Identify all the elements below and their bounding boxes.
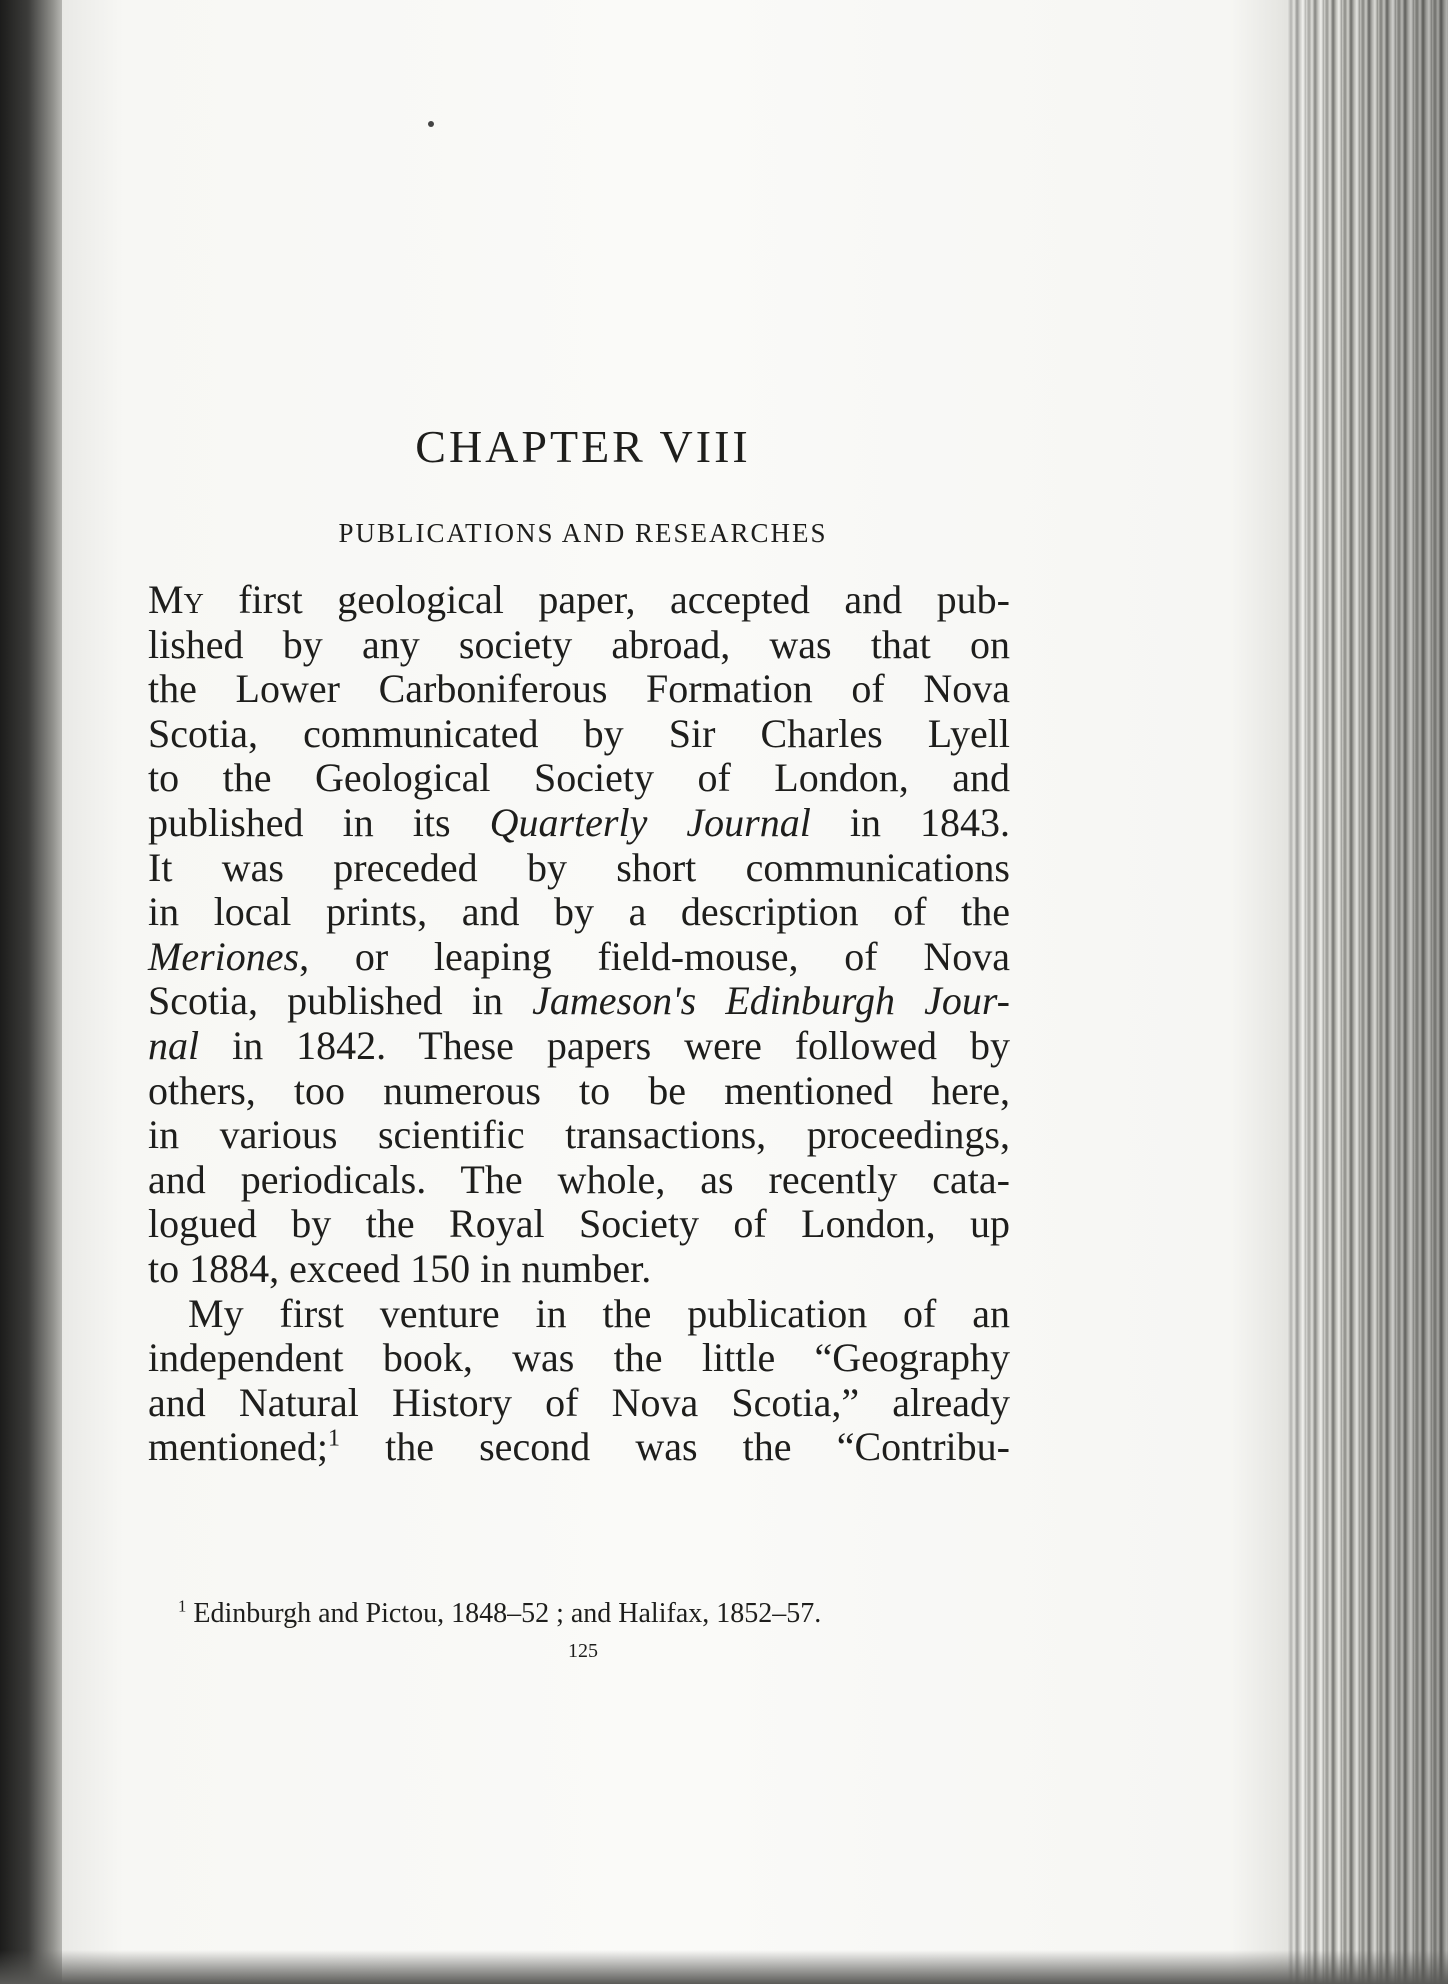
text-line <box>148 578 1010 623</box>
text-line: Scotia, communicated by Sir Charles Lyell <box>148 710 1010 756</box>
section-title: PUBLICATIONS AND RESEARCHES <box>338 518 828 548</box>
journal-title: Jameson's Edinburgh Jour- <box>532 978 1010 1024</box>
text-line: and periodicals. The whole, as recently cata- <box>148 1156 1010 1202</box>
text-segment: , or leaping field-mouse, of Nova <box>299 933 1010 979</box>
body-text <box>148 578 1010 1470</box>
text-line: and Natural History of Nova Scotia,” already <box>148 1379 1010 1425</box>
text-segment: the second was the “Contribu- <box>339 1424 1010 1470</box>
text-line <box>148 935 1010 980</box>
text-line: logued by the Royal Society of London, up <box>148 1201 1010 1247</box>
text-segment: first geological paper, accepted and pub- <box>203 577 1010 622</box>
chapter-title: CHAPTER VIII <box>415 421 751 472</box>
footnote-marker: 1 <box>178 1596 187 1616</box>
book-gutter-shadow <box>0 0 70 1984</box>
drop-word: My <box>148 577 204 622</box>
text-line <box>148 979 1010 1024</box>
ink-speck <box>428 121 434 127</box>
genus-name: Meriones <box>148 933 300 979</box>
text-line <box>148 801 1010 846</box>
text-line: to 1884, exceed 150 in number. <box>148 1245 652 1291</box>
journal-title: Quarterly Journal <box>489 799 811 845</box>
text-line: lished by any society abroad, was that on <box>148 621 1010 667</box>
page-number: 125 <box>568 1640 598 1662</box>
text-segment: mentioned; <box>148 1424 328 1470</box>
text-line: My first venture in the publication of an <box>188 1290 1010 1336</box>
text-segment: in 1842. These papers were followed by <box>199 1022 1010 1068</box>
fore-edge-shading <box>1288 0 1448 1984</box>
text-line: in various scientific transactions, proceedings, <box>148 1112 1010 1158</box>
text-line: in local prints, and by a description of the <box>148 889 1010 935</box>
footnote-reference: 1 <box>327 1425 340 1452</box>
page-bottom-shadow <box>0 1950 1448 1984</box>
text-line <box>148 1425 1010 1470</box>
journal-title: nal <box>148 1022 200 1068</box>
text-line: others, too numerous to be mentioned here, <box>148 1067 1010 1113</box>
text-segment: Scotia, published in <box>148 978 533 1024</box>
text-segment: in 1843. <box>810 799 1011 845</box>
text-line: independent book, was the little “Geography <box>148 1335 1010 1381</box>
text-line: the Lower Carboniferous Formation of Nova <box>148 666 1010 712</box>
footnote <box>178 1598 1028 1630</box>
text-line <box>148 1024 1010 1069</box>
text-line: It was preceded by short communications <box>148 844 1010 890</box>
text-line: to the Geological Society of London, and <box>148 755 1010 801</box>
footnote-text: Edinburgh and Pictou, 1848–52 ; and Halifax, 1852–57. <box>186 1598 822 1629</box>
text-segment: published in its <box>148 799 490 845</box>
